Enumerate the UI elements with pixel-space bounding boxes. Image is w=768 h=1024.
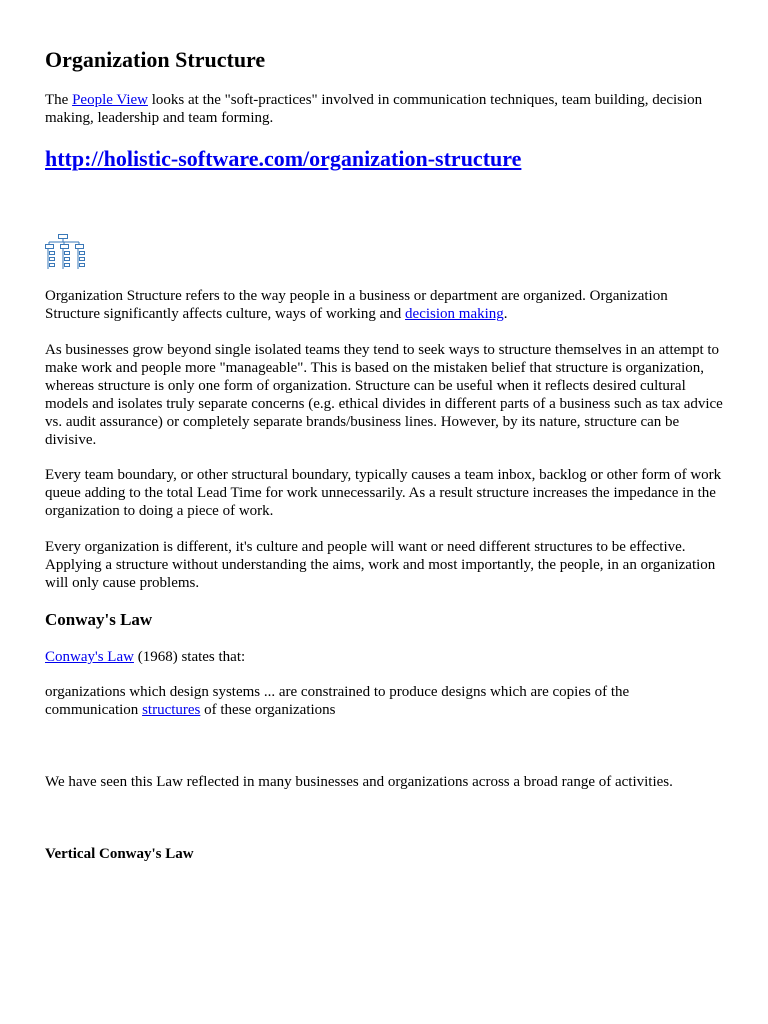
team-boundary-paragraph: Every team boundary, or other structural boundary, typically causes a team inbox, backlog or other form of work queue adding to the total Lead Time for work unnecessarily. As a result structure increases the impedance in the organization to doing a piece of work.: [45, 467, 722, 519]
structures-link[interactable]: structures: [142, 702, 201, 718]
intro-paragraph: [45, 91, 725, 127]
conways-law-intro: [45, 648, 725, 666]
p1-suffix: .: [503, 306, 508, 322]
p1-prefix: Organization Structure refers to the way people in a business or department are organized. Organization Structure significantly affects culture, ways of working and: [45, 288, 668, 322]
conways-law-heading: Conway's Law: [45, 610, 153, 629]
people-view-link[interactable]: People View: [72, 92, 148, 108]
decision-making-link[interactable]: decision making: [405, 306, 504, 322]
structure-definition-paragraph: [45, 287, 725, 323]
org-chart-icon: [45, 234, 85, 271]
organization-different-paragraph: Every organization is different, it's culture and people will want or need different structures to be effective. Applying a structure without understanding the aims, work and most importantly, the people, in an organization will only cause problems.: [45, 539, 716, 591]
vertical-conways-law-heading: Vertical Conway's Law: [45, 846, 194, 862]
business-growth-paragraph: As businesses grow beyond single isolated teams they tend to seek ways to structure themselves in an attempt to make work and people more "manageable". This is based on the mistaken belief that structure is organization, whereas structure is only one form of organization. Structure can be useful when it reflects desired cultural models and isolates truly separate concerns (e.g. ethical divides in different parts of a business such as tax advice vs. audit assurance) or completely separate brands/business lines. However, by its nature, structure can be divisive.: [45, 342, 723, 448]
conways-law-link[interactable]: Conway's Law: [45, 649, 134, 665]
intro-suffix: looks at the "soft-practices" involved in communication techniques, team building, decision making, leadership and team forming.: [45, 92, 703, 126]
source-url-link[interactable]: http://holistic-software.com/organization-structure: [45, 146, 522, 171]
conways-law-quote: [45, 683, 725, 719]
conways-law-states: (1968) states that:: [133, 649, 246, 665]
page-title: Organization Structure: [45, 47, 266, 72]
quote-prefix: organizations which design systems ... are constrained to produce designs which are copies of the communication: [45, 684, 630, 718]
intro-prefix: The: [45, 92, 73, 108]
observation-paragraph: We have seen this Law reflected in many businesses and organizations across a broad range of activities.: [45, 774, 673, 790]
quote-suffix: of these organizations: [200, 702, 336, 718]
